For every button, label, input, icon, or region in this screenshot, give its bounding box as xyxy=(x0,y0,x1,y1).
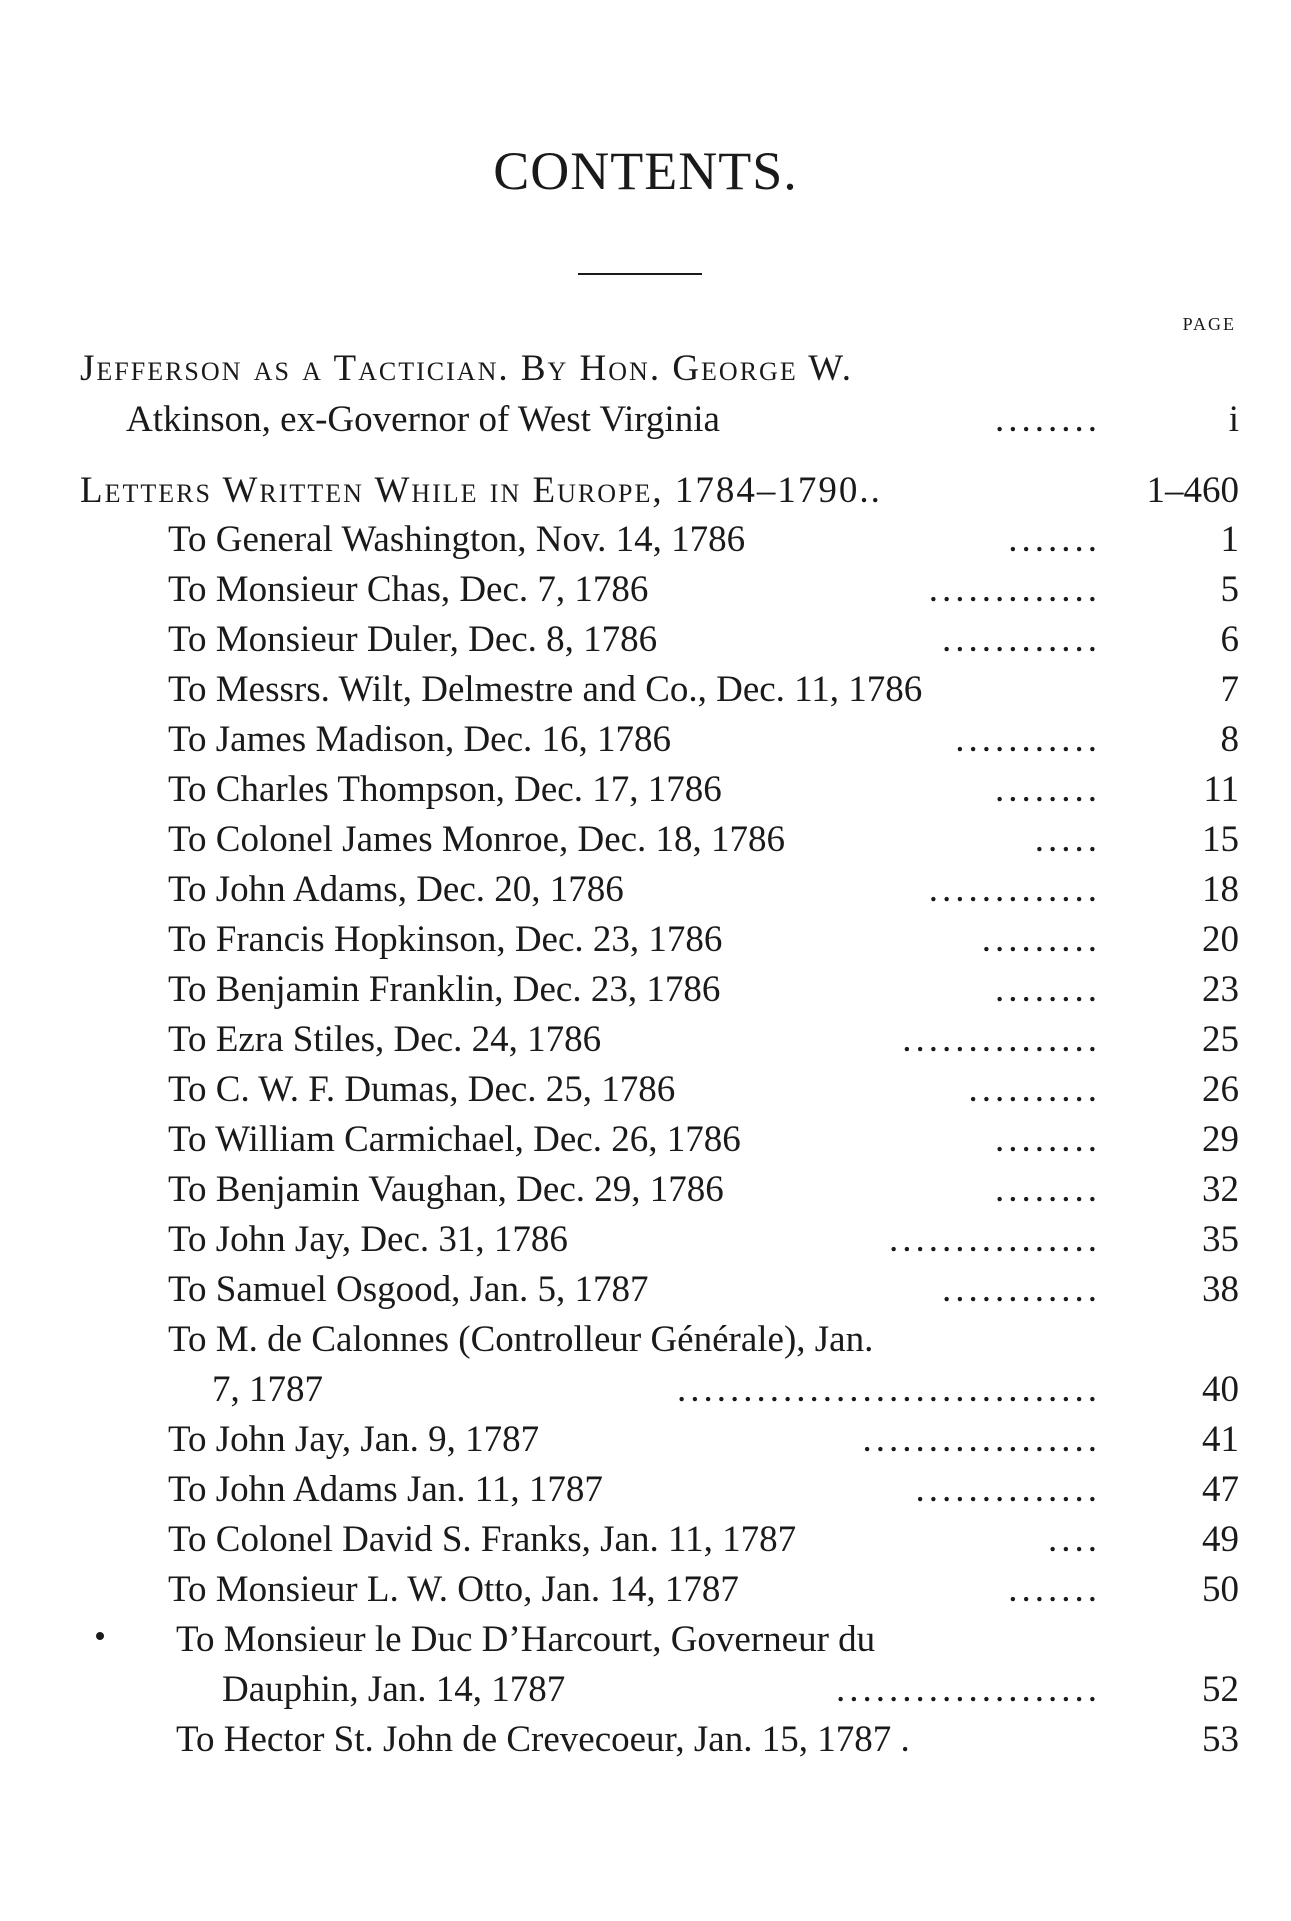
leader-dots: ........ xyxy=(995,399,1101,440)
letter-entry xyxy=(0,1165,1291,1215)
letter-title: To Monsieur Duler, Dec. 8, 1786 xyxy=(168,619,658,660)
letter-page: 50 xyxy=(1202,1569,1239,1610)
leader-dots: .................. xyxy=(862,1419,1101,1460)
letter-page: 15 xyxy=(1202,819,1239,860)
letter-page: 1 xyxy=(1220,519,1239,560)
letter-entry-line2 xyxy=(0,1365,1291,1415)
leader-dots: ........ xyxy=(995,769,1101,810)
letter-entry xyxy=(0,515,1291,565)
leader-dots: ....... xyxy=(1008,519,1101,560)
leader-dots: .......... xyxy=(968,1069,1101,1110)
essay-author: Atkinson, ex-Governor of West Virginia xyxy=(126,399,720,440)
leader-dots: .............. xyxy=(915,1469,1101,1510)
letter-page: 23 xyxy=(1202,969,1239,1010)
leader-dots: ........ xyxy=(995,1169,1101,1210)
letter-entry-line1 xyxy=(0,1315,1291,1365)
leader-dots: ........ xyxy=(995,969,1101,1010)
leader-dots: ........ xyxy=(995,1119,1101,1160)
leader-dots: ....... xyxy=(1008,1569,1101,1610)
letter-page: 47 xyxy=(1202,1469,1239,1510)
letter-entry xyxy=(0,1515,1291,1565)
letter-page: 11 xyxy=(1203,769,1239,810)
letter-title: To William Carmichael, Dec. 26, 1786 xyxy=(168,1119,741,1160)
leader-dots: ............. xyxy=(928,869,1101,910)
letter-page: 20 xyxy=(1202,919,1239,960)
letter-title: To John Adams Jan. 11, 1787 xyxy=(168,1469,603,1510)
letter-entry xyxy=(0,1265,1291,1315)
letter-title: To Ezra Stiles, Dec. 24, 1786 xyxy=(168,1019,602,1060)
letter-entry xyxy=(0,1215,1291,1265)
leader-dots: ................ xyxy=(889,1219,1101,1260)
letter-page: 18 xyxy=(1202,869,1239,910)
letter-title: To Francis Hopkinson, Dec. 23, 1786 xyxy=(168,919,723,960)
leader-dots: ............ xyxy=(942,619,1101,660)
letter-page: 49 xyxy=(1202,1519,1239,1560)
letter-title: To Benjamin Vaughan, Dec. 29, 1786 xyxy=(168,1169,724,1210)
letter-entry-line2 xyxy=(0,1665,1291,1715)
letter-title: To Samuel Osgood, Jan. 5, 1787 xyxy=(168,1269,649,1310)
letter-entry xyxy=(0,665,1291,715)
section-pages: 1–460 xyxy=(1146,470,1239,511)
letter-title: To John Jay, Dec. 31, 1786 xyxy=(168,1219,568,1260)
leader-dots: ............... xyxy=(902,1019,1101,1060)
letter-entry xyxy=(0,565,1291,615)
letter-title: To Monsieur Chas, Dec. 7, 1786 xyxy=(168,569,649,610)
letter-page: 7 xyxy=(1220,669,1239,710)
letter-entry xyxy=(0,765,1291,815)
letter-title: To Messrs. Wilt, Delmestre and Co., Dec. 11, 1786 xyxy=(168,669,923,710)
letter-date: 7, 1787 xyxy=(212,1369,323,1410)
section-entry xyxy=(0,466,1291,516)
letter-page: 41 xyxy=(1202,1419,1239,1460)
letter-title: To John Adams, Dec. 20, 1786 xyxy=(168,869,624,910)
letter-title: To James Madison, Dec. 16, 1786 xyxy=(168,719,672,760)
letter-entry xyxy=(0,615,1291,665)
letter-entry xyxy=(0,965,1291,1015)
essay-title: Jefferson as a Tactician. By Hon. George W. xyxy=(80,348,854,389)
section-title: Letters Written While in Europe, 1784–1790.. xyxy=(80,470,882,511)
letter-entry xyxy=(0,1465,1291,1515)
essay-page: i xyxy=(1228,399,1239,440)
letter-page: 32 xyxy=(1202,1169,1239,1210)
letter-entry xyxy=(0,1115,1291,1165)
leader-dots: ......... xyxy=(981,919,1101,960)
leader-dots: ............. xyxy=(928,569,1101,610)
letter-entry xyxy=(0,715,1291,765)
leader-dots: ........... xyxy=(955,719,1101,760)
letter-entry xyxy=(0,915,1291,965)
leader-dots: ............ xyxy=(942,1269,1101,1310)
letter-page: 5 xyxy=(1220,569,1239,610)
letter-entry xyxy=(0,1415,1291,1465)
letter-entry xyxy=(0,1065,1291,1115)
letter-page: 8 xyxy=(1220,719,1239,760)
letter-title: To John Jay, Jan. 9, 1787 xyxy=(168,1419,540,1460)
letter-page: 53 xyxy=(1202,1719,1239,1760)
leader-dots: ................................ xyxy=(677,1369,1101,1410)
letter-date: Dauphin, Jan. 14, 1787 xyxy=(222,1669,566,1710)
letter-page: 25 xyxy=(1202,1019,1239,1060)
letter-title: To Benjamin Franklin, Dec. 23, 1786 xyxy=(168,969,721,1010)
letter-title: To Monsieur L. W. Otto, Jan. 14, 1787 xyxy=(168,1569,739,1610)
page-title: CONTENTS. xyxy=(493,141,798,201)
letter-page: 29 xyxy=(1202,1119,1239,1160)
letter-page: 35 xyxy=(1202,1219,1239,1260)
letter-entry xyxy=(0,1015,1291,1065)
leader-dots: .................... xyxy=(836,1669,1101,1710)
letter-entry xyxy=(0,1715,1291,1765)
title-rule xyxy=(578,273,702,275)
letter-title: To General Washington, Nov. 14, 1786 xyxy=(168,519,746,560)
letter-page: 26 xyxy=(1202,1069,1239,1110)
letter-entry-line1 xyxy=(0,1615,1291,1665)
letter-entry xyxy=(0,865,1291,915)
letter-title: To Colonel James Monroe, Dec. 18, 1786 xyxy=(168,819,786,860)
letter-page: 38 xyxy=(1202,1269,1239,1310)
letter-page: 52 xyxy=(1202,1669,1239,1710)
letter-title: To Hector St. John de Crevecoeur, Jan. 15, 1787 . xyxy=(176,1719,910,1760)
letter-page: 6 xyxy=(1220,619,1239,660)
page-column-label: PAGE xyxy=(1182,314,1236,334)
letter-entry xyxy=(0,1565,1291,1615)
leader-dots: ..... xyxy=(1034,819,1101,860)
letter-title: To M. de Calonnes (Controlleur Générale), Jan. xyxy=(168,1319,874,1360)
leader-dots: .... xyxy=(1048,1519,1101,1560)
essay-entry-line2 xyxy=(0,395,1291,445)
letter-title: To Colonel David S. Franks, Jan. 11, 1787 xyxy=(168,1519,797,1560)
essay-entry-line1 xyxy=(0,344,1291,394)
letter-title: To Charles Thompson, Dec. 17, 1786 xyxy=(168,769,722,810)
letter-title: To C. W. F. Dumas, Dec. 25, 1786 xyxy=(168,1069,676,1110)
letter-entry xyxy=(0,815,1291,865)
letter-page: 40 xyxy=(1202,1369,1239,1410)
letter-title: To Monsieur le Duc D’Harcourt, Governeur du xyxy=(176,1619,876,1660)
